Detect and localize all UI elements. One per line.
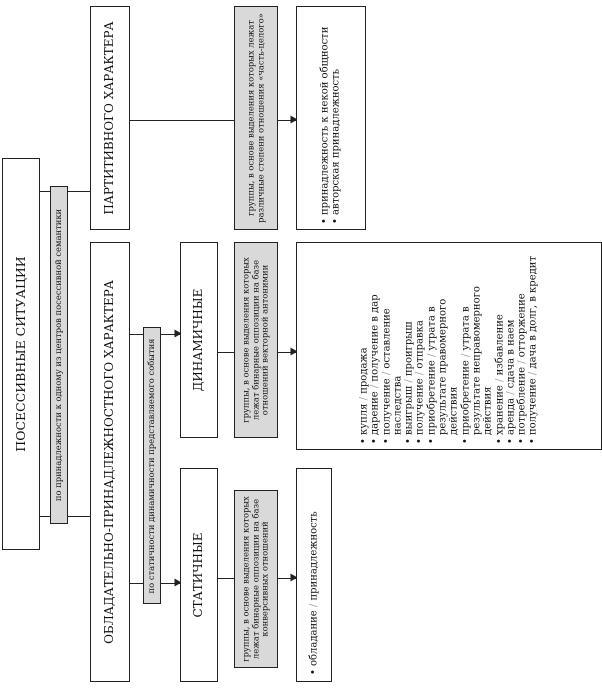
- item-term-b: отторжение: [516, 293, 528, 358]
- item-term-a: принадлежность к некой общности: [319, 26, 331, 215]
- list-item: [359, 248, 370, 444]
- desc-static: [234, 490, 278, 668]
- item-separator: /: [308, 600, 320, 611]
- group-dynamic: [180, 242, 218, 438]
- list-item: [505, 248, 516, 444]
- list-item: [528, 248, 539, 444]
- item-term-b: избавление: [494, 314, 506, 376]
- desc-dynamic-text: группы, в основе выделения которых лежат бинарные оппозиции на базе отношений векторной антонимии: [240, 257, 270, 423]
- item-term-a: обладание: [308, 610, 320, 666]
- item-separator: /: [494, 375, 506, 386]
- item-term-b: принадлежность: [308, 511, 320, 601]
- list-item: [517, 248, 528, 444]
- item-term-a: хранение: [494, 385, 506, 435]
- item-term-b: дача в долг, в кредит: [528, 256, 540, 369]
- list-partitive: [320, 12, 343, 224]
- list-static-box: [296, 468, 332, 682]
- item-separator: /: [426, 350, 438, 361]
- list-item: [426, 248, 460, 444]
- item-term-a: выигрыш: [403, 385, 415, 435]
- connector: [130, 120, 234, 121]
- list-static: [308, 475, 319, 675]
- item-separator: /: [505, 388, 517, 398]
- item-term-a: аренда: [505, 397, 517, 435]
- item-term-a: дарение: [369, 391, 381, 435]
- criterion-2-label: по статичности динамичности представляемого события: [146, 338, 157, 593]
- item-term-a: приобретение: [460, 360, 472, 435]
- item-separator: /: [516, 357, 528, 367]
- item-separator: /: [381, 368, 393, 379]
- item-term-b: утрата в результате неправомерного действия: [460, 286, 494, 435]
- root-title: ПОСЕССИВНЫЕ СИТУАЦИИ: [12, 256, 28, 452]
- item-term-a: приобретение: [426, 360, 438, 435]
- item-term-a: купля: [358, 403, 370, 435]
- connector: [218, 578, 234, 579]
- list-item: [308, 475, 319, 675]
- root-node: [2, 158, 40, 550]
- item-term-b: отправка: [415, 320, 427, 369]
- item-term-a: авторская принадлежность: [331, 68, 342, 215]
- item-separator: /: [460, 350, 472, 361]
- criterion-2-box: [143, 327, 161, 604]
- desc-dynamic: [234, 242, 278, 438]
- list-item: [460, 248, 494, 444]
- category-owner-label: ОБЛАДАТЕЛЬНО-ПРИНАДЛЕЖНОСТНОГО ХАРАКТЕРА: [102, 280, 117, 644]
- list-dynamic-box: [296, 242, 602, 450]
- list-item: [381, 248, 404, 444]
- desc-partitive-text: группы, в основе выделения которых лежат различные степени отношения «часть-целого»: [245, 13, 265, 223]
- item-term-b: продажа: [358, 347, 370, 394]
- item-separator: /: [415, 368, 427, 379]
- item-term-b: получение в дар: [369, 294, 381, 382]
- connector: [218, 352, 234, 353]
- item-term-b: сдача в наем: [505, 319, 517, 389]
- item-term-a: потребление: [516, 366, 528, 435]
- list-item: [370, 248, 381, 444]
- desc-static-text: группы, в основе выделения которых лежат бинарные оппозиции на базе конверсивных отношений: [240, 496, 270, 662]
- list-item: [494, 248, 505, 444]
- item-separator: /: [528, 368, 540, 379]
- desc-partitive: [234, 6, 278, 230]
- item-term-a: получение: [415, 378, 427, 435]
- list-item: [320, 12, 331, 224]
- category-partitive: [90, 6, 130, 230]
- item-term-a: получение: [528, 378, 540, 435]
- item-term-b: оставление наследства: [381, 308, 404, 435]
- item-separator: /: [369, 381, 381, 392]
- item-term-b: утрата в результате правомерного действия: [426, 298, 460, 435]
- list-dynamic: [359, 248, 540, 444]
- list-item: [331, 12, 342, 224]
- item-term-b: проигрыш: [403, 321, 415, 377]
- criterion-1-label: по принадлежности к одному из центров посессивной семантики: [53, 208, 64, 502]
- list-partitive-box: [296, 6, 366, 230]
- group-static-label: СТАТИЧНЫЕ: [191, 532, 206, 618]
- item-separator: /: [403, 376, 415, 386]
- item-separator: /: [358, 393, 370, 404]
- criterion-1-box: [50, 186, 68, 524]
- category-owner: [90, 242, 130, 682]
- group-static: [180, 468, 218, 682]
- item-term-a: получение: [381, 378, 393, 435]
- list-item: [404, 248, 415, 444]
- group-dynamic-label: ДИНАМИЧНЫЕ: [191, 288, 206, 392]
- list-item: [415, 248, 426, 444]
- category-partitive-label: ПАРТИТИВНОГО ХАРАКТЕРА: [102, 21, 117, 215]
